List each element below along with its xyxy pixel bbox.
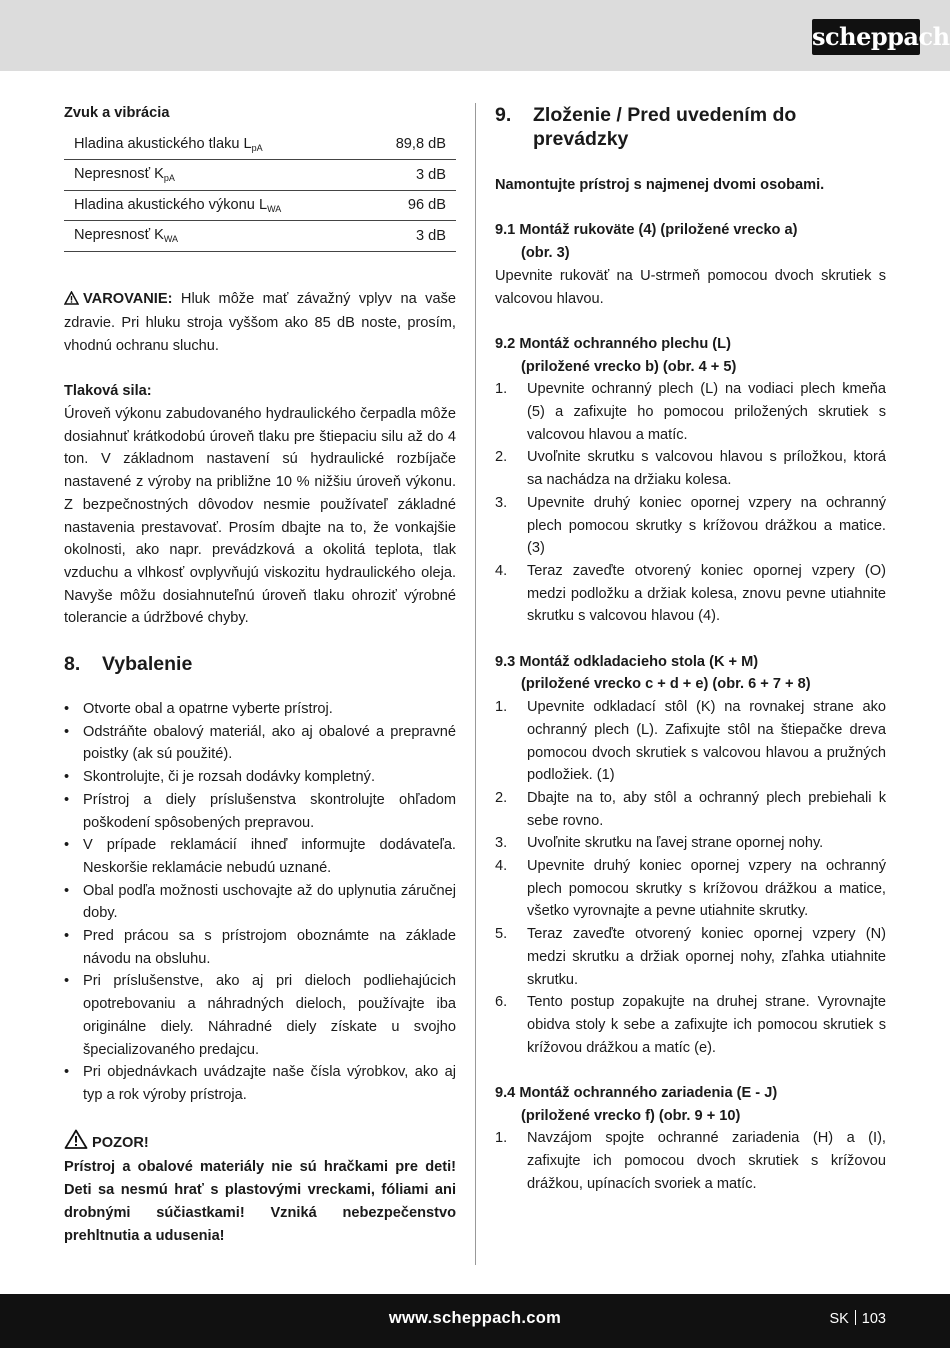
item-number: 6. (495, 994, 508, 1011)
item-number: 5. (495, 926, 508, 943)
spec-label: Nepresnosť $K_{pA}$ (64, 160, 371, 191)
language-code: SK (829, 1311, 849, 1327)
item-text: Upevnite odkladací stôl (K) na rovnakej strane ako ochranný plech (L). Zafixujte stôl na štiepačke dreva pomocou dvoch skrutiek s valcovou hlavou a pružných podložiek. (1) (527, 699, 886, 784)
caution-icon (64, 1129, 88, 1157)
website-link[interactable]: www.scheppach.com (388, 1309, 562, 1327)
section-9-number: 9. (495, 104, 512, 126)
item-number: 2. (495, 449, 508, 466)
list-item: • Odstráňte obalový materiál, ako aj obalové a prepravné poistky (ak sú použité). (64, 721, 456, 766)
pressure-text: Úroveň výkonu zabudovaného hydraulického čerpadla môže dosiahnuť krátkodobú úroveň tlaku pre štiepaciu silu až do 4 ton. V základnom nastavení sú hydraulické rozbíjače nastavené z výroby na približne 10 % nižšiu úroveň výkonu. Z bezpečnostných dôvodov nesmie používateľ základné nastavenia prestavovať. Prosím dbajte na to, že vonkajšie okolnosti, ako napr. prevádzková a okolitá teplota, tlak vzduchu a vlhkosť ovplyvňujú viskozitu hydraulického oleja. Navyše môžu dosiahnuteľnú úroveň tlaku ohroziť výrobné tolerancie a údržbové chyby. (64, 406, 456, 627)
item-number: 1. (495, 381, 508, 398)
scheppach-logo: scheppach (812, 19, 920, 55)
spec-row (64, 129, 456, 160)
spec-label: Hladina akustického tlaku $L_{pA}$ (64, 129, 371, 160)
item-number: 1. (495, 1130, 508, 1147)
right-column (495, 103, 886, 1196)
list-item (495, 787, 886, 832)
item-text: Upevnite ochranný plech (L) na vodiaci plech kmeňa (5) a zafixujte ho pomocou priložených skrutiek s valcovou hlavou a matíc. (527, 381, 886, 443)
caution-label: POZOR! (92, 1134, 149, 1151)
item-text: Navzájom spojte ochranné zariadenia (H) a (I), zafixujte ich pomocou dvoch skrutiek s krížovou drážkou, upínacích svoriek a matíc. (527, 1130, 886, 1192)
section-9-4-list (495, 1127, 886, 1195)
warning-icon (64, 290, 79, 313)
warning-text: Hluk môže mať závažný vplyv na vaše zdravie. Pri hluku stroja vyššom ako 85 dB noste, prosím, vhodnú ochranu sluchu. (64, 290, 456, 354)
section-9-3-line1: 9.3 Montáž odkladacieho stola (K + M) (495, 653, 759, 670)
spec-label: Nepresnosť $K_{WA}$ (64, 221, 371, 252)
section-9-1-line2: (obr. 3) (521, 245, 570, 262)
spec-row (64, 221, 456, 252)
section-8-number: 8. (64, 653, 81, 676)
section-9-3-heading (495, 651, 886, 696)
section-9-3-line2: (priložené vrecko c + d + e) (obr. 6 + 7 + 8) (521, 676, 811, 693)
list-item: • Pri príslušenstve, ako aj pri dieloch podliehajúcich opotrebovaniu a náhradných dieloch, používajte iba originálne diely. Náhradné diely získate u svojho špecializovaného predajcu. (64, 970, 456, 1061)
item-text: Dbajte na to, aby stôl a ochranný plech prebiehali k sebe rovno. (527, 789, 886, 829)
column-divider (475, 103, 476, 1265)
list-item: • Pri objednávkach uvádzajte naše čísla výrobkov, ako aj typ a rok výroby prístroja. (64, 1061, 456, 1106)
page-number: 103 (861, 1311, 886, 1327)
section-8-title: Vybalenie (102, 653, 193, 676)
sound-spec-table (64, 129, 456, 252)
section-9-4-heading (495, 1082, 886, 1127)
list-item: • Pred prácou sa s prístrojom oboznámte na základe návodu na obsluhu. (64, 925, 456, 970)
spec-row (64, 160, 456, 191)
item-text: Uvoľnite skrutku s valcovou hlavou s príložkou, ktorá sa nachádza na držiaku kolesa. (527, 449, 886, 489)
section-8-heading (64, 652, 456, 676)
spec-value: 3 dB (371, 221, 456, 252)
list-item (495, 832, 886, 855)
spec-row (64, 190, 456, 221)
unpacking-list (64, 698, 456, 1107)
item-text: Teraz zaveďte otvorený koniec opornej vzpery (N) medzi skrutku a držiak opornej nohy, zľahka utiahnite skrutku. (527, 926, 886, 988)
page-footer (0, 1294, 950, 1348)
section-9-3-list (495, 696, 886, 1059)
intro-text: Namontujte prístroj s najmenej dvomi osobami. (495, 177, 825, 193)
section-9-2-line2: (priložené vrecko b) (obr. 4 + 5) (521, 358, 737, 375)
spec-subscript: pA (251, 142, 263, 153)
section-9-4-line1: 9.4 Montáž ochranného zariadenia (E - J) (495, 1085, 778, 1102)
section-9-1-text: Upevnite rukoväť na U-strmeň pomocou dvoch skrutiek s valcovou hlavou. (495, 267, 886, 307)
section-9-4-line2: (priložené vrecko f) (obr. 9 + 10) (521, 1107, 741, 1124)
list-item (495, 1127, 886, 1195)
item-number: 3. (495, 835, 508, 852)
section-9-title: Zloženie / Pred uvedením do prevádzky (533, 104, 797, 150)
item-text: Teraz zaveďte otvorený koniec opornej vzpery (O) medzi podložku a držiak kolesa, znovu pevne utiahnite skrutku s valcovou hlavou (4). (527, 562, 886, 625)
item-number: 2. (495, 789, 508, 806)
pressure-heading: Tlaková sila: (64, 383, 152, 400)
page-indicator (829, 1310, 886, 1327)
list-item (495, 696, 886, 787)
spec-subscript: pA (163, 173, 175, 184)
list-item: • V prípade reklamácií ihneď informujte dodávateľa. Neskoršie reklamácie nebudú uznané. (64, 834, 456, 879)
page-header (0, 0, 950, 71)
caution-text: Prístroj a obalové materiály nie sú hračkami pre deti! Deti sa nesmú hrať s plastovými vreckami, fóliami ani drobnými súčiastkami! Vzniká nebezpečenstvo prehltnutia a udusenia! (64, 1159, 456, 1244)
item-text: Upevnite druhý koniec opornej vzpery na ochranný plech pomocou skrutky s krížovou drážkou a matice, všetko vyrovnajte a pevne utiahnite skrutky. (527, 858, 886, 920)
spec-value: 3 dB (371, 160, 456, 191)
list-item (495, 560, 886, 628)
spec-subscript: WA (163, 234, 179, 245)
section-9-1-line1: 9.1 Montáž rukoväte (4) (priložené vrecko a) (495, 222, 798, 239)
list-item (495, 991, 886, 1059)
sound-heading: Zvuk a vibrácia (64, 105, 170, 121)
item-text: Tento postup zopakujte na druhej strane. Vyrovnajte obidva stoly k sebe a zafixujte ich pomocou skrutiek s krížovou drážkou a matíc (e). (527, 994, 886, 1056)
list-item: • Prístroj a diely príslušenstva skontrolujte ohľadom poškodení spôsobených prepravou. (64, 789, 456, 834)
footer-separator (855, 1310, 856, 1325)
list-item (495, 855, 886, 923)
list-item: • Obal podľa možnosti uschovajte až do uplynutia záručnej doby. (64, 880, 456, 925)
item-number: 4. (495, 858, 508, 875)
list-item: • Skontrolujte, či je rozsah dodávky kompletný. (64, 766, 456, 789)
item-number: 1. (495, 699, 508, 716)
list-item (495, 923, 886, 991)
section-9-2-heading (495, 333, 886, 378)
item-text: Uvoľnite skrutku na ľavej strane opornej nohy. (527, 835, 824, 852)
warning-paragraph (64, 288, 456, 358)
left-column (64, 103, 456, 1247)
spec-label: Hladina akustického výkonu $L_{WA}$ (64, 190, 371, 221)
caution-heading (64, 1129, 456, 1157)
list-item (495, 378, 886, 446)
section-9-heading (495, 103, 886, 151)
section-9-2-list (495, 378, 886, 628)
spec-value: 96 dB (371, 190, 456, 221)
spec-subscript: WA (267, 203, 282, 214)
list-item (495, 492, 886, 560)
section-9-2-line1: 9.2 Montáž ochranného plechu (L) (495, 335, 731, 352)
item-text: Upevnite druhý koniec opornej vzpery na ochranný plech pomocou skrutky s krížovou drážkou a matice. (3) (527, 494, 886, 557)
list-item (495, 446, 886, 491)
item-number: 3. (495, 494, 508, 511)
section-9-1-heading (495, 219, 886, 264)
spec-value: 89,8 dB (371, 129, 456, 160)
warning-label: VAROVANIE: (83, 290, 173, 307)
item-number: 4. (495, 562, 508, 579)
list-item: • Otvorte obal a opatrne vyberte prístroj. (64, 698, 456, 721)
